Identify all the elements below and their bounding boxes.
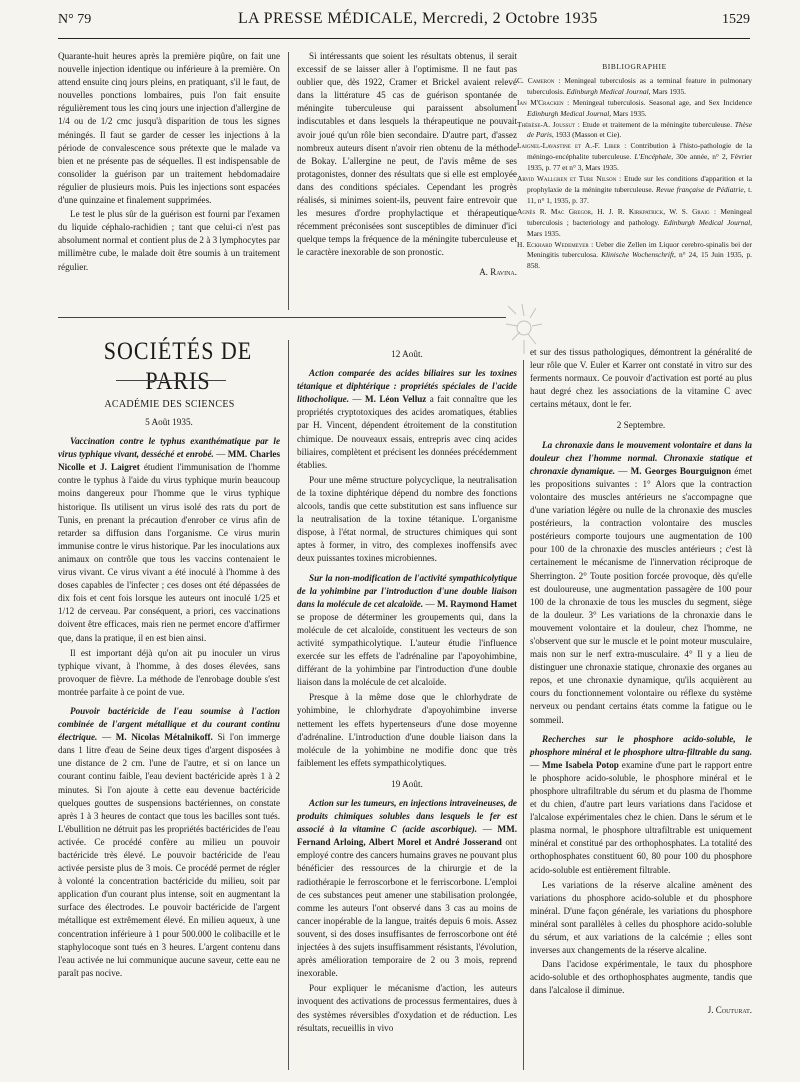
bib-tail: , 30e année, n° 2, Février 1935, p. 77 et n° 3, Mars 1935. (527, 152, 752, 173)
paragraph: Il est important déjà qu'on ait pu inoculer un virus typhique vivant, à l'homme, à des doses élevées, sans provoquer de fièvre. La méthode de l'enrobage double s'est montrée parfaite à ce point de vue. (58, 647, 280, 697)
journal-title: LA PRESSE MÉDICALE, Mercredi, 2 Octobre 1935 (238, 10, 598, 27)
communication-body: se propose de déterminer les groupements qui, dans la molécule de cet alcaloïde, constituent les vecteurs de son activité sympathicolytique. L'auteur étudie l'influence exercée sur les effets de l'adrénaline par l'apoyohimbine, différant de la yohimbine par l'introduction d'une double liaison dans la molécule de cet alcaloïde. (297, 611, 517, 688)
signature-initial: A. (479, 266, 488, 277)
communication-authors: M. Léon Velluz (364, 394, 427, 405)
communication-authors: M. Raymond Hamet (436, 598, 517, 609)
column-rule (523, 360, 524, 1070)
communication: Action comparée des acides biliaires sur les toxines tétanique et diphtérique : propriétés spéciales de l'acide lithocholique. — M. Léon Velluz a fait connaître que les propriétés cryptotoxiques des acides aromatiques, établies par H. Vincent, dépendent étroitement de la constitution chimique. De nouveaux essais, entrepris avec cinq acides biliaires, complètent et précisent les données précédemment établies. (297, 368, 518, 470)
communication-title: Sur la non-modification de l'activité sympathicolytique de la yohimbine par l'introduction d'une double liaison dans la molécule de cet alcaloïde. (297, 572, 517, 609)
communication-title: Action sur les tumeurs, en injections intraveineuses, de produits chimiques solubles dans lesquels le fer est associé à la vitamine C (acide ascorbique). (297, 798, 517, 835)
paragraph: et sur des tissus pathologiques, démontrent la généralité de leur rôle que V. Euler et Karrer ont constaté in vitro sur des ferments normaux. Ce pouvoir d'activation est porté au plus haut degré chez les associations de la vitamine C avec certains métaux, dont le fer. (530, 347, 752, 410)
section-separator (58, 317, 506, 318)
academy-heading: ACADÉMIE DES SCIENCES (104, 399, 235, 410)
communication: Sur la non-modification de l'activité sympathicolytique de la yohimbine par l'introduction d'une double liaison dans la molécule de cet alcaloïde. — M. Raymond Hamet se propose de déterminer les groupements qui, dans la molécule de cet alcaloïde, constituent les vecteurs de son activité sympathicolytique. L'auteur étudie l'influence exercée sur les effets de l'adrénaline par l'apoyohimbine, différant de la yohimbine par l'introduction d'une double liaison dans la molécule de cet alcaloïde. (297, 572, 517, 688)
signature-name: Ravina. (490, 266, 517, 277)
section-column-2 (297, 348, 517, 1035)
bib-author: C. Cameron (517, 75, 555, 85)
communication-title: Pouvoir bactéricide de l'eau soumise à l'action combinée de l'argent métallique et du courant continu électrique. (58, 705, 280, 743)
column-rule (288, 52, 289, 310)
bibliography-entry (517, 240, 752, 273)
header-rule (58, 38, 750, 39)
communication-body: a fait connaître que les propriétés cryptotoxiques des acides aromatiques, établies par H. Vincent, dépendent étroitement de la constitution chimique. De nouveaux essais, entrepris avec cinq acides biliaires, complètent et précisent les données précédemment établies. (297, 394, 518, 470)
bib-text: : Contribution à l'histo-pathologie de la méningo-encéphalite tuberculeuse. (527, 141, 752, 162)
communication-title: Recherches sur le phosphore acido-soluble, le phosphore minéral et le phosphore ultra-filtrable du sang. (530, 733, 752, 757)
bib-text: : Ueber die Zellen im Liquor cerebro-spinalis bei der Meningitis tuberculosa. (527, 239, 752, 260)
bib-text: : Meningeal tuberculosis as a terminal feature in pulmonary tuberculosis. (527, 75, 752, 96)
communication-authors: MM. Fernand Arloing, Albert Morel et André Josserand (297, 824, 517, 848)
communication-title: La chronaxie dans le mouvement volontaire et dans la douleur chez l'homme normal. Chronaxie statique et chronaxie dynamique. (530, 439, 752, 476)
bib-tail: , Mars 1935. (648, 86, 687, 96)
communication-authors: MM. Charles Nicolle et J. Laigret (58, 449, 280, 473)
paragraph: Pour une même structure polycyclique, la neutralisation de la toxine diphtérique dépend du nombre des fonctions alcools, tandis que cette substitution est sans influence sur la neutralisation de la toxine tétanique. L'organisme dispose, à l'état normal, de structures chimiques qui sont aptes à former, in vitro, des complexes inoffensifs avec deux puissantes toxines microbiennes. (297, 474, 517, 564)
bib-journal: Edinburgh Medical Journal (663, 217, 751, 227)
signature (297, 266, 517, 279)
top-column-2 (297, 50, 517, 279)
paragraph: Quarante-huit heures après la première piqûre, on fait une nouvelle injection identique ou inférieure à la première. On attend ensuite cinq jours pleins, en pratiquant, s'il le faut, de nouvelles ponctions lombaires, puis l'on fait ensuite régulièrement tous les cinq jours une injection d'allergine de 1/4 ou de 1/2 cmc jusqu'à disparition de tous les signes méningés. Il faut se garder de cesser les injections à la période de convalescence sous prétexte que le malade va bien et ne présente pas de séquelles. Il est indispensable de consolider la guérison par un traitement hebdomadaire régulier de plusieurs mois. Puis les injections sont espacées d'une quinzaine et finalement supprimées. (58, 51, 280, 206)
communication-body: étudient l'immunisation de l'homme contre le typhus à l'aide du virus typhique murin beaucoup moins dangereux pour l'homme que le virus typhique historique. Ils utilisent un virus isolé des rats du port de Tunis, en prenant la précaution d'enrober ce virus afin de retarder sa diffusion dans l'organisme. Ce virus murin immunise contre le virus historique. Par les inoculations aux animaux on contrôle que tous les vaccins contenaient le virus vivant. Ce virus vivant a été inoculé à l'homme à des doses capables de l'infecter ; ces doses ont été dépassées de dix fois et cent fois lorsque les auteurs ont inoculé 1/25 et 1/12 de cerveau. Par conséquent, a priori, ces vaccinations doivent être efficaces, mais rien ne permet encore d'affirmer que, dans la pratique, il en est bien ainsi. (58, 462, 280, 643)
paragraph: Dans l'acidose expérimentale, le taux du phosphore acido-soluble et des orthophosphates augmente, tandis que dans l'alcalose il diminue. (530, 959, 752, 996)
communication-title: Action comparée des acides biliaires sur les toxines tétanique et diphtérique : propriétés spéciales de l'acide lithocholique. (297, 368, 517, 405)
bib-author: Ian M'Cracken (517, 97, 564, 107)
bib-author: Arvid Wallgren et Ture Nilson (517, 174, 617, 184)
communication-authors: M. Nicolas Métalnikoff. (115, 732, 213, 743)
bib-journal: L'Encéphale (634, 152, 672, 162)
session-date: 2 Septembre. (616, 420, 666, 431)
communication-body: examine d'une part le rapport entre le phosphore acido-soluble, le phosphore minéral et le phosphore ultrafiltrable du sérum et du plasma de l'homme et du chien, d'autre part leurs variations dans l'acidose et l'alcalose expérimentales chez le chien. Dans le sérum et le plasma normal, le phosphore ultrafiltrable est uniquement minéral et constitué par des orthophosphates. La totalité des orthophosphates constituent 60, 80 pour 100 du phosphore acido-soluble est entièrement filtrable. (530, 759, 753, 875)
bibliography-heading: BIBLIOGRAPHIE (602, 62, 667, 71)
session-date: 5 Août 1935. (145, 417, 193, 427)
communication-title: Vaccination contre le typhus exanthématique par le virus typhique vivant, desséché et enrobé. (58, 436, 280, 460)
communication-body: émet les propositions suivantes : 1° Alors que la contraction volontaire des muscles antérieurs ne s'accompagne que d'une variation légère ou nulle de la chronaxie des muscles postérieurs, la contraction volontaire des muscles postérieurs comporte toujours une augmentation de 100 pour 100 de la chronaxie des muscles antérieurs ; c'est là certainement le mécanisme de l'innervation réciproque de Sherrington. 2° Toute position forcée provoque, dès qu'elle est douloureuse, une augmentation passagère de 100 pour 100 de la chronaxie de tous les muscles du segment, siège de la douleur. 3° Les variations de la chronaxie dans le mouvement volontaire et la douleur, chez l'homme, ne s'observent que sur le muscle et le point moteur musculaire, mais non sur le nerf extra-musculaire. 4° Il y a lieu de distinguer une chronaxie statique, chronaxie des organes au repos, et une chronaxie dynamique, qu'ils acquièrent au cours du fonctionnement volontaire ou réflexe du système nerveux ou pendant certains états comme la fatigue ou le sommeil. (530, 465, 752, 725)
paragraph: Si intéressants que soient les résultats obtenus, il serait excessif de se laisser aller à l'optimisme. Il ne faut pas oublier que, dès 1922, Cramer et Brickel avaient relevé dans la littérature 45 cas de guérison spontanée de méningite tuberculeuse qui paraissent absolument indiscutables et dans lesquels la thérapeutique ne pouvait avoir joué qu'un rôle bien secondaire. D'autre part, d'assez nombreux auteurs disent n'avoir rien obtenu de la méthode de Bokay. L'allergine ne peut, de l'avis même de ses protagonistes, donner des résultats que si elle est employée dans des conditions spéciales. Cependant les progrès réalisés, si minimes soient-ils, peuvent faire entrevoir que les mesures d'ordre prophylactique et thérapeutique récemment préconisées sont susceptibles de diminuer d'ici quelque temps la fréquence de la méningite tuberculeuse et le caractère inexorable de son pronostic. (297, 51, 517, 258)
bib-tail: , 1933 (Masson et Cie). (551, 130, 622, 140)
paragraph: Le test le plus sûr de la guérison est fourni par l'examen du liquide céphalo-rachidien ; tant que celui-ci n'est pas absolument normal et contient plus de 2 à 3 lymphocytes par millimètre cube, le malade doit être soumis à un traitement régulier. (58, 209, 280, 272)
paragraph: Presque à la même dose que le chlorhydrate de yohimbine, le chlorhydrate d'apoyohimbine inverse nettement les effets hypertenseurs d'une dose moyenne d'adrénaline. L'introduction d'une double liaison dans la molécule de la yohimbine ne modifie donc que très faiblement les effets sympathicolytiques. (297, 692, 517, 768)
signature-initial: J. (707, 1004, 714, 1015)
communication: Vaccination contre le typhus exanthématique par le virus typhique vivant, desséché et enrobé. — MM. Charles Nicolle et J. Laigret étudient l'immunisation de l'homme contre le typhus à l'aide du virus typhique murin beaucoup moins dangereux pour l'homme que le virus typhique historique. Ils utilisent un virus isolé des rats du port de Tunis, en prenant la précaution d'enrober ce virus afin de retarder sa diffusion dans l'organisme. Ce virus murin immunise contre le virus historique. Par les inoculations aux animaux on contrôle que tous les vaccins contenaient le virus vivant. Ce virus vivant a été inoculé à l'homme à des doses capables de l'infecter ; ces doses ont été dépassées de dix fois et cent fois lorsque les auteurs ont inoculé 1/25 et 1/12 de cerveau. Par conséquent, a priori, ces vaccinations doivent être efficaces, mais rien ne permet encore d'affirmer que, dans la pratique, il en est bien ainsi. (58, 436, 280, 643)
bibliography (517, 62, 752, 272)
bib-tail: , Mars 1935. (527, 217, 753, 238)
page-number: 1529 (722, 12, 750, 27)
bibliography-entry (517, 76, 752, 98)
communication: Pouvoir bactéricide de l'eau soumise à l'action combinée de l'argent métallique et du courant continu électrique. — M. Nicolas Métalnikoff. Si l'on immerge dans 1 litre d'eau de Seine deux tiges d'argent disposées à une distance de 2 cm. l'une de l'autre, et si on lance un courant continu faible, l'eau devient bactéricide après 1 à 2 minutes. Si l'on ajoute à cette eau devenue bactéricide quelques gouttes de suspensions bactériennes, on constate après 1 à 3 heures de contact que tous les bacilles sont tués. L'ébullition ne détruit pas les propriétés bactéricides de l'eau activée. Ce procédé confère au milieu un pouvoir bactéricide très élevé. Le pouvoir bactéricide de l'eau activée persiste plus de 3 mois. Ce procédé permet de régler à volonté la concentration bactéricide du milieu, soit par application d'un courant plus intense, soit en augmentant la surface des électrodes. Le pouvoir bactéricide de l'argent métallique est extrêmement élevé. En milieu aqueux, à une concentration inférieure à 1 pour 500.000 le colibacille et le staphylocoque sont tués en 3 heures. L'argent contenu dans l'eau activée ne lui communique aucune saveur, cette eau ne paraît pas nocive. (58, 705, 281, 978)
top-column-1 (58, 50, 280, 274)
bib-text: : Meningeal tuberculosis. Seasonal age, and Sex Incidence (563, 97, 753, 107)
title-underline (116, 380, 226, 381)
page-header (58, 6, 750, 34)
bib-journal: Thèse de Paris (527, 119, 752, 140)
communication-authors: Mme Isabela Potop (542, 759, 619, 770)
communication-authors: M. Georges Bourguignon (630, 465, 732, 476)
section-column-3 (530, 346, 752, 1017)
bib-author: Agnès R. Mac Gregor, H. J. R. Kirkpatrick, W. S. Graig (517, 206, 710, 216)
signature-name: Couturat. (715, 1004, 752, 1015)
bib-text: : Meningeal tuberculosis ; bacteriology and pathology. (527, 206, 753, 227)
communication-body: ont employé contre des cancers humains graves ne pouvant plus bénéficier des ressources de la chirurgie et de la radiothérapie le ferroscorbone et le ferriscorbone. L'emploi de ces substances peut amener une stabilisation prolongée, comme les auteurs l'ont observé dans 3 cas au moins de cancer inopérable de la langue, traités depuis 6 mois. Assez souvent, si des doses insuffisantes de ferroscorbone ont été injectées à des sujets insuffisamment résistants, l'évolution, après amélioration temporaire de 2 ou 3 mois, reprend inexorable. (297, 837, 517, 979)
bib-author: H. Eckhard Wedemeyer (517, 239, 589, 249)
paragraph: Pour expliquer le mécanisme d'action, les auteurs invoquent des activations de processus fermentaires, dues à des systèmes réversibles d'oxydation et de réduction. Les résultats, recueillis in vivo (297, 983, 517, 1033)
bib-journal: Edinburgh Medical Journal (566, 86, 649, 96)
bibliography-entry (517, 141, 752, 174)
bib-author: Thérèse-A. Joussut (517, 119, 576, 129)
section-column-1 (58, 416, 280, 982)
communication: La chronaxie dans le mouvement volontaire et dans la douleur chez l'homme normal. Chronaxie statique et chronaxie dynamique. — M. Georges Bourguignon émet les propositions suivantes : 1° Alors que la contraction volontaire des muscles antérieurs ne s'accompagne que d'une variation légère ou nulle de la chronaxie des muscles postérieurs, la contraction volontaire des muscles postérieurs comporte toujours une augmentation de 100 pour 100 de la chronaxie des muscles antérieurs ; c'est là certainement le mécanisme de l'innervation réciproque de Sherrington. 2° Toute position forcée provoque, dès qu'elle est douloureuse, une augmentation passagère de 100 pour 100 de la chronaxie de tous les muscles du segment, siège de la douleur. 3° Les variations de la chronaxie dans le mouvement volontaire et la douleur, chez l'homme, ne s'observent que sur le muscle et le point moteur musculaire, mais non sur le nerf extra-musculaire. 4° Il y a lieu de distinguer une chronaxie statique, chronaxie des organes au repos, et une chronaxie dynamique, qu'ils acquièrent au cours du fonctionnement volontaire ou réflexe du système nerveux ou pendant certains états comme la fatigue ou le sommeil. (530, 439, 752, 725)
bib-journal: Klinische Wochenschrift (601, 250, 675, 260)
bibliography-entry (517, 207, 752, 240)
communication: Action sur les tumeurs, en injections intraveineuses, de produits chimiques solubles dans lesquels le fer est associé à la vitamine C (acide ascorbique). — MM. Fernand Arloing, Albert Morel et André Josserand ont employé contre des cancers humains graves ne pouvant plus bénéficier des ressources de la chirurgie et de la radiothérapie le ferroscorbone et le ferriscorbone. L'emploi de ces substances peut amener une stabilisation prolongée, comme les auteurs l'ont observé dans 3 cas au moins de cancer inopérable de la langue, traités depuis 6 mois. Assez souvent, si des doses insuffisantes de ferroscorbone ont été injectées à des sujets insuffisamment résistants, l'évolution, après amélioration temporaire de 2 ou 3 mois, reprend inexorable. (297, 798, 517, 979)
bib-text: : Etude sur les conditions d'apparition et la prophylaxie de la méningite tuberculeuse. (527, 174, 752, 194)
bib-tail: , Mars 1935. (609, 108, 647, 118)
section-title: SOCIÉTÉS DE PARIS (103, 336, 253, 395)
bib-journal: Revue française de Pédiatrie (656, 184, 744, 194)
communication-body: Si l'on immerge dans 1 litre d'eau de Seine deux tiges d'argent disposées à une distance de 2 cm. l'une de l'autre, et si on lance un courant continu faible, l'eau devient bactéricide après 1 à 2 minutes. Si l'on ajoute à cette eau devenue bactéricide quelques gouttes de suspensions bactériennes, on constate après 1 à 3 heures de contact que tous les bacilles sont tués. L'ébullition ne détruit pas les propriétés bactéricides de l'eau activée. Ce procédé confère au milieu un pouvoir bactéricide très élevé. Le pouvoir bactéricide de l'eau activée persiste plus de 3 mois. Ce procédé permet de régler à volonté la concentration bactéricide du milieu, soit par application d'un courant plus intense, soit en augmentant la surface des électrodes. Le pouvoir bactéricide de l'argent métallique est extrêmement élevé. En milieu aqueux, à une concentration inférieure à 1 pour 500.000 le colibacille et le staphylocoque sont tués en 3 heures. L'argent contenu dans l'eau activée ne lui communique aucune saveur, cette eau ne paraît pas nocive. (58, 732, 281, 978)
communication: Recherches sur le phosphore acido-soluble, le phosphore minéral et le phosphore ultra-filtrable du sang. — Mme Isabela Potop examine d'une part le rapport entre le phosphore acido-soluble, le phosphore minéral et le phosphore ultrafiltrable du sérum et du plasma de l'homme et du chien, d'autre part leurs variations dans l'acidose et l'alcalose expérimentales chez le chien. Dans le sérum et le plasma normal, le phosphore ultrafiltrable est uniquement minéral et constitué par des orthophosphates. La totalité des orthophosphates constituent 60, 80 pour 100 du phosphore acido-soluble est entièrement filtrable. (530, 733, 753, 875)
bib-tail: , n° 24, 15 Juin 1935, p. 858. (527, 250, 752, 271)
signature (530, 1004, 752, 1017)
issue-number: N° 79 (58, 12, 92, 27)
bib-tail: , t. 11, n° 1, 1935, p. 37. (527, 184, 752, 205)
column-rule (288, 340, 289, 1070)
bibliography-entry (517, 98, 752, 120)
paragraph: Les variations de la réserve alcaline amènent des variations du phosphore acido-soluble et du phosphore minéral. D'une façon générale, les variations du phosphore minéral sont parallèles à celles du phosphore acido-soluble du sérum, et aux variations de la calcémie ; elles sont inverses aux changements de la réserve alcaline. (530, 879, 752, 956)
bibliography-entry (517, 120, 752, 142)
bib-text: : Etude et traitement de la méningite tuberculeuse. (575, 119, 735, 129)
bib-author: Laignel-Lavastine et A.-F. Liber (517, 141, 620, 151)
bibliography-entry (517, 174, 752, 207)
bib-journal: Edinburgh Medical Journal (527, 108, 610, 118)
session-date: 12 Août. (391, 349, 423, 359)
session-date: 19 Août. (391, 778, 423, 789)
